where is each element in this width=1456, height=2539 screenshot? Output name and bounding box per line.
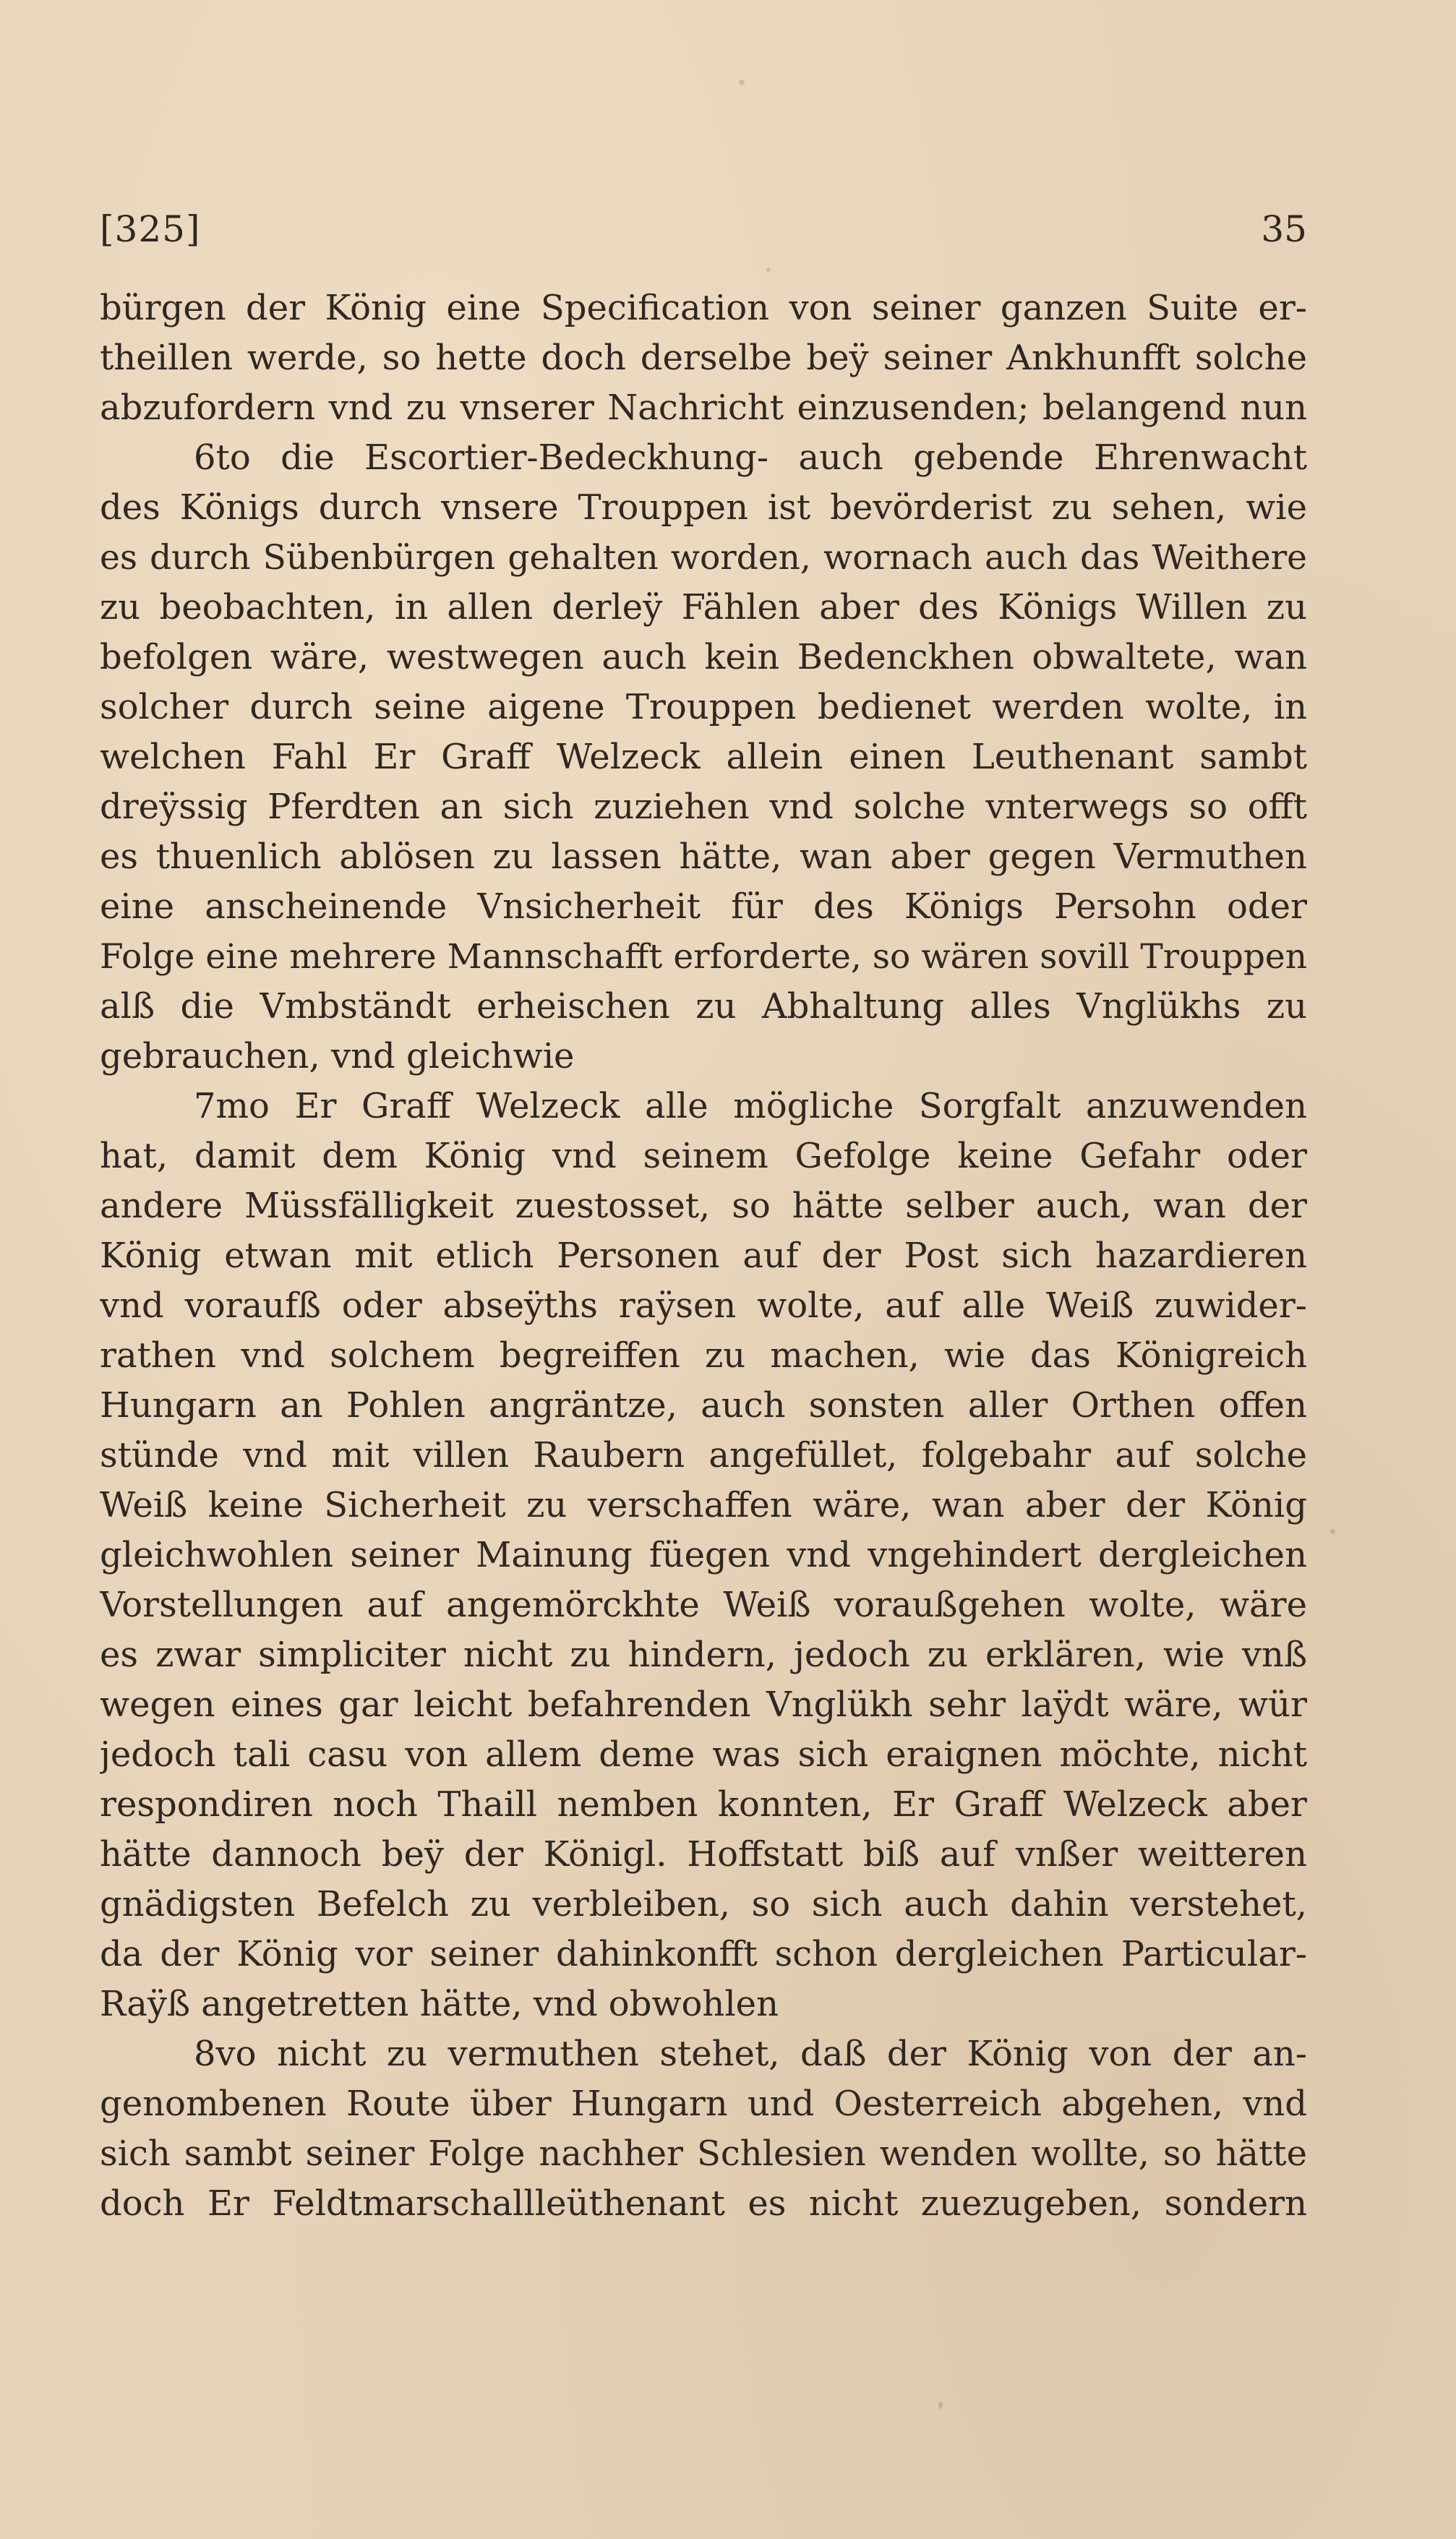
paper-spot [766,267,771,272]
text-line: jedoch tali casu von allem deme was sich eraignen möchte, nicht [100,1734,1307,1775]
paragraph-end-line: gebrauchen, vnd gleichwie [100,1036,575,1076]
text-line: rathen vnd solchem begreiffen zu machen, wie das Königreich [100,1335,1307,1376]
text-line: hat, damit dem König vnd seinem Gefolge keine Gefahr oder [100,1136,1307,1176]
paragraph-end-line: Raÿß angetretten hätte, vnd obwohlen [100,1984,779,2024]
text-line: Folge eine mehrere Mannschafft erforderte, so wären sovill Trouppen [100,937,1307,977]
text-line: genombenen Route über Hungarn und Oesterreich abgehen, vnd [100,2084,1307,2124]
text-line: welchen Fahl Er Graff Welzeck allein einen Leuthenant sambt [100,737,1307,777]
text-line: zu beobachten, in allen derleÿ Fählen aber des Königs Willen zu [100,587,1307,628]
text-line: gnädigsten Befelch zu verbleiben, so sich auch dahin verstehet, [100,1884,1307,1924]
text-line: hätte dannoch beÿ der Königl. Hoffstatt biß auf vnßer weitteren [100,1834,1307,1875]
text-line: solcher durch seine aigene Trouppen bedienet werden wolte, in [100,687,1307,727]
page-reference: [325] [100,208,201,250]
text-line: sich sambt seiner Folge nachher Schlesien wenden wollte, so hätte [100,2133,1307,2174]
text-line: andere Müssfälligkeit zuestosset, so hätte selber auch, wan der [100,1186,1307,1226]
text-line: Hungarn an Pohlen angräntze, auch sonsten aller Orthen offen [100,1385,1307,1426]
text-line: vnd voraufß oder abseÿths raÿsen wolte, auf alle Weiß zuwider- [100,1285,1307,1326]
text-line: dreÿssig Pferdten an sich zuziehen vnd solche vnterwegs so offt [100,787,1307,827]
text-line: des Königs durch vnsere Trouppen ist bevörderist zu sehen, wie [100,487,1307,528]
text-line: stünde vnd mit villen Raubern angefüllet, folgebahr auf solche [100,1435,1307,1476]
text-line: bürgen der König eine Specification von seiner ganzen Suite er- [100,288,1307,328]
text-line: alß die Vmbständt erheischen zu Abhaltung alles Vnglükhs zu [100,986,1307,1027]
text-line: es thuenlich ablösen zu lassen hätte, wan aber gegen Vermuthen [100,836,1307,877]
text-line: doch Er Feldtmarschallleüthenant es nicht zuezugeben, sondern [100,2183,1307,2224]
text-line: es zwar simpliciter nicht zu hindern, jedoch zu erklären, wie vnß [100,1635,1307,1675]
text-line: Vorstellungen auf angemörckhte Weiß voraußgehen wolte, wäre [100,1585,1307,1625]
paragraph-start-line: 6to die Escortier-Bedeckhung- auch gebende Ehrenwacht [194,437,1307,478]
paragraph-start-line: 8vo nicht zu vermuthen stehet, daß der König von der an- [194,2034,1307,2074]
text-line: abzufordern vnd zu vnserer Nachricht einzusenden; belangend nun [100,388,1307,428]
page-number: 35 [1261,208,1307,250]
text-line: eine anscheinende Vnsicherheit für des Königs Persohn oder [100,886,1307,927]
text-line: theillen werde, so hette doch derselbe beÿ seiner Ankhunfft solche [100,338,1307,378]
paragraph-start-line: 7mo Er Graff Welzeck alle mögliche Sorgfalt anzuwenden [194,1086,1307,1126]
page-header [100,208,1307,266]
text-line: König etwan mit etlich Personen auf der Post sich hazardieren [100,1236,1307,1276]
text-line: wegen eines gar leicht befahrenden Vnglükh sehr laÿdt wäre, wür [100,1684,1307,1725]
text-line: gleichwohlen seiner Mainung füegen vnd vngehindert dergleichen [100,1535,1307,1575]
text-line: Weiß keine Sicherheit zu verschaffen wäre, wan aber der König [100,1485,1307,1525]
text-line: es durch Sübenbürgen gehalten worden, wornach auch das Weithere [100,538,1307,578]
body-text [100,283,1307,2229]
text-line: respondiren noch Thaill nemben konnten, Er Graff Welzeck aber [100,1784,1307,1825]
paper-spot [938,2402,943,2409]
text-line: befolgen wäre, westwegen auch kein Bedenckhen obwaltete, wan [100,637,1307,677]
paper-spot [739,80,745,85]
text-line: da der König vor seiner dahinkonfft schon dergleichen Particular- [100,1934,1307,1974]
paper-spot [1330,1529,1335,1534]
